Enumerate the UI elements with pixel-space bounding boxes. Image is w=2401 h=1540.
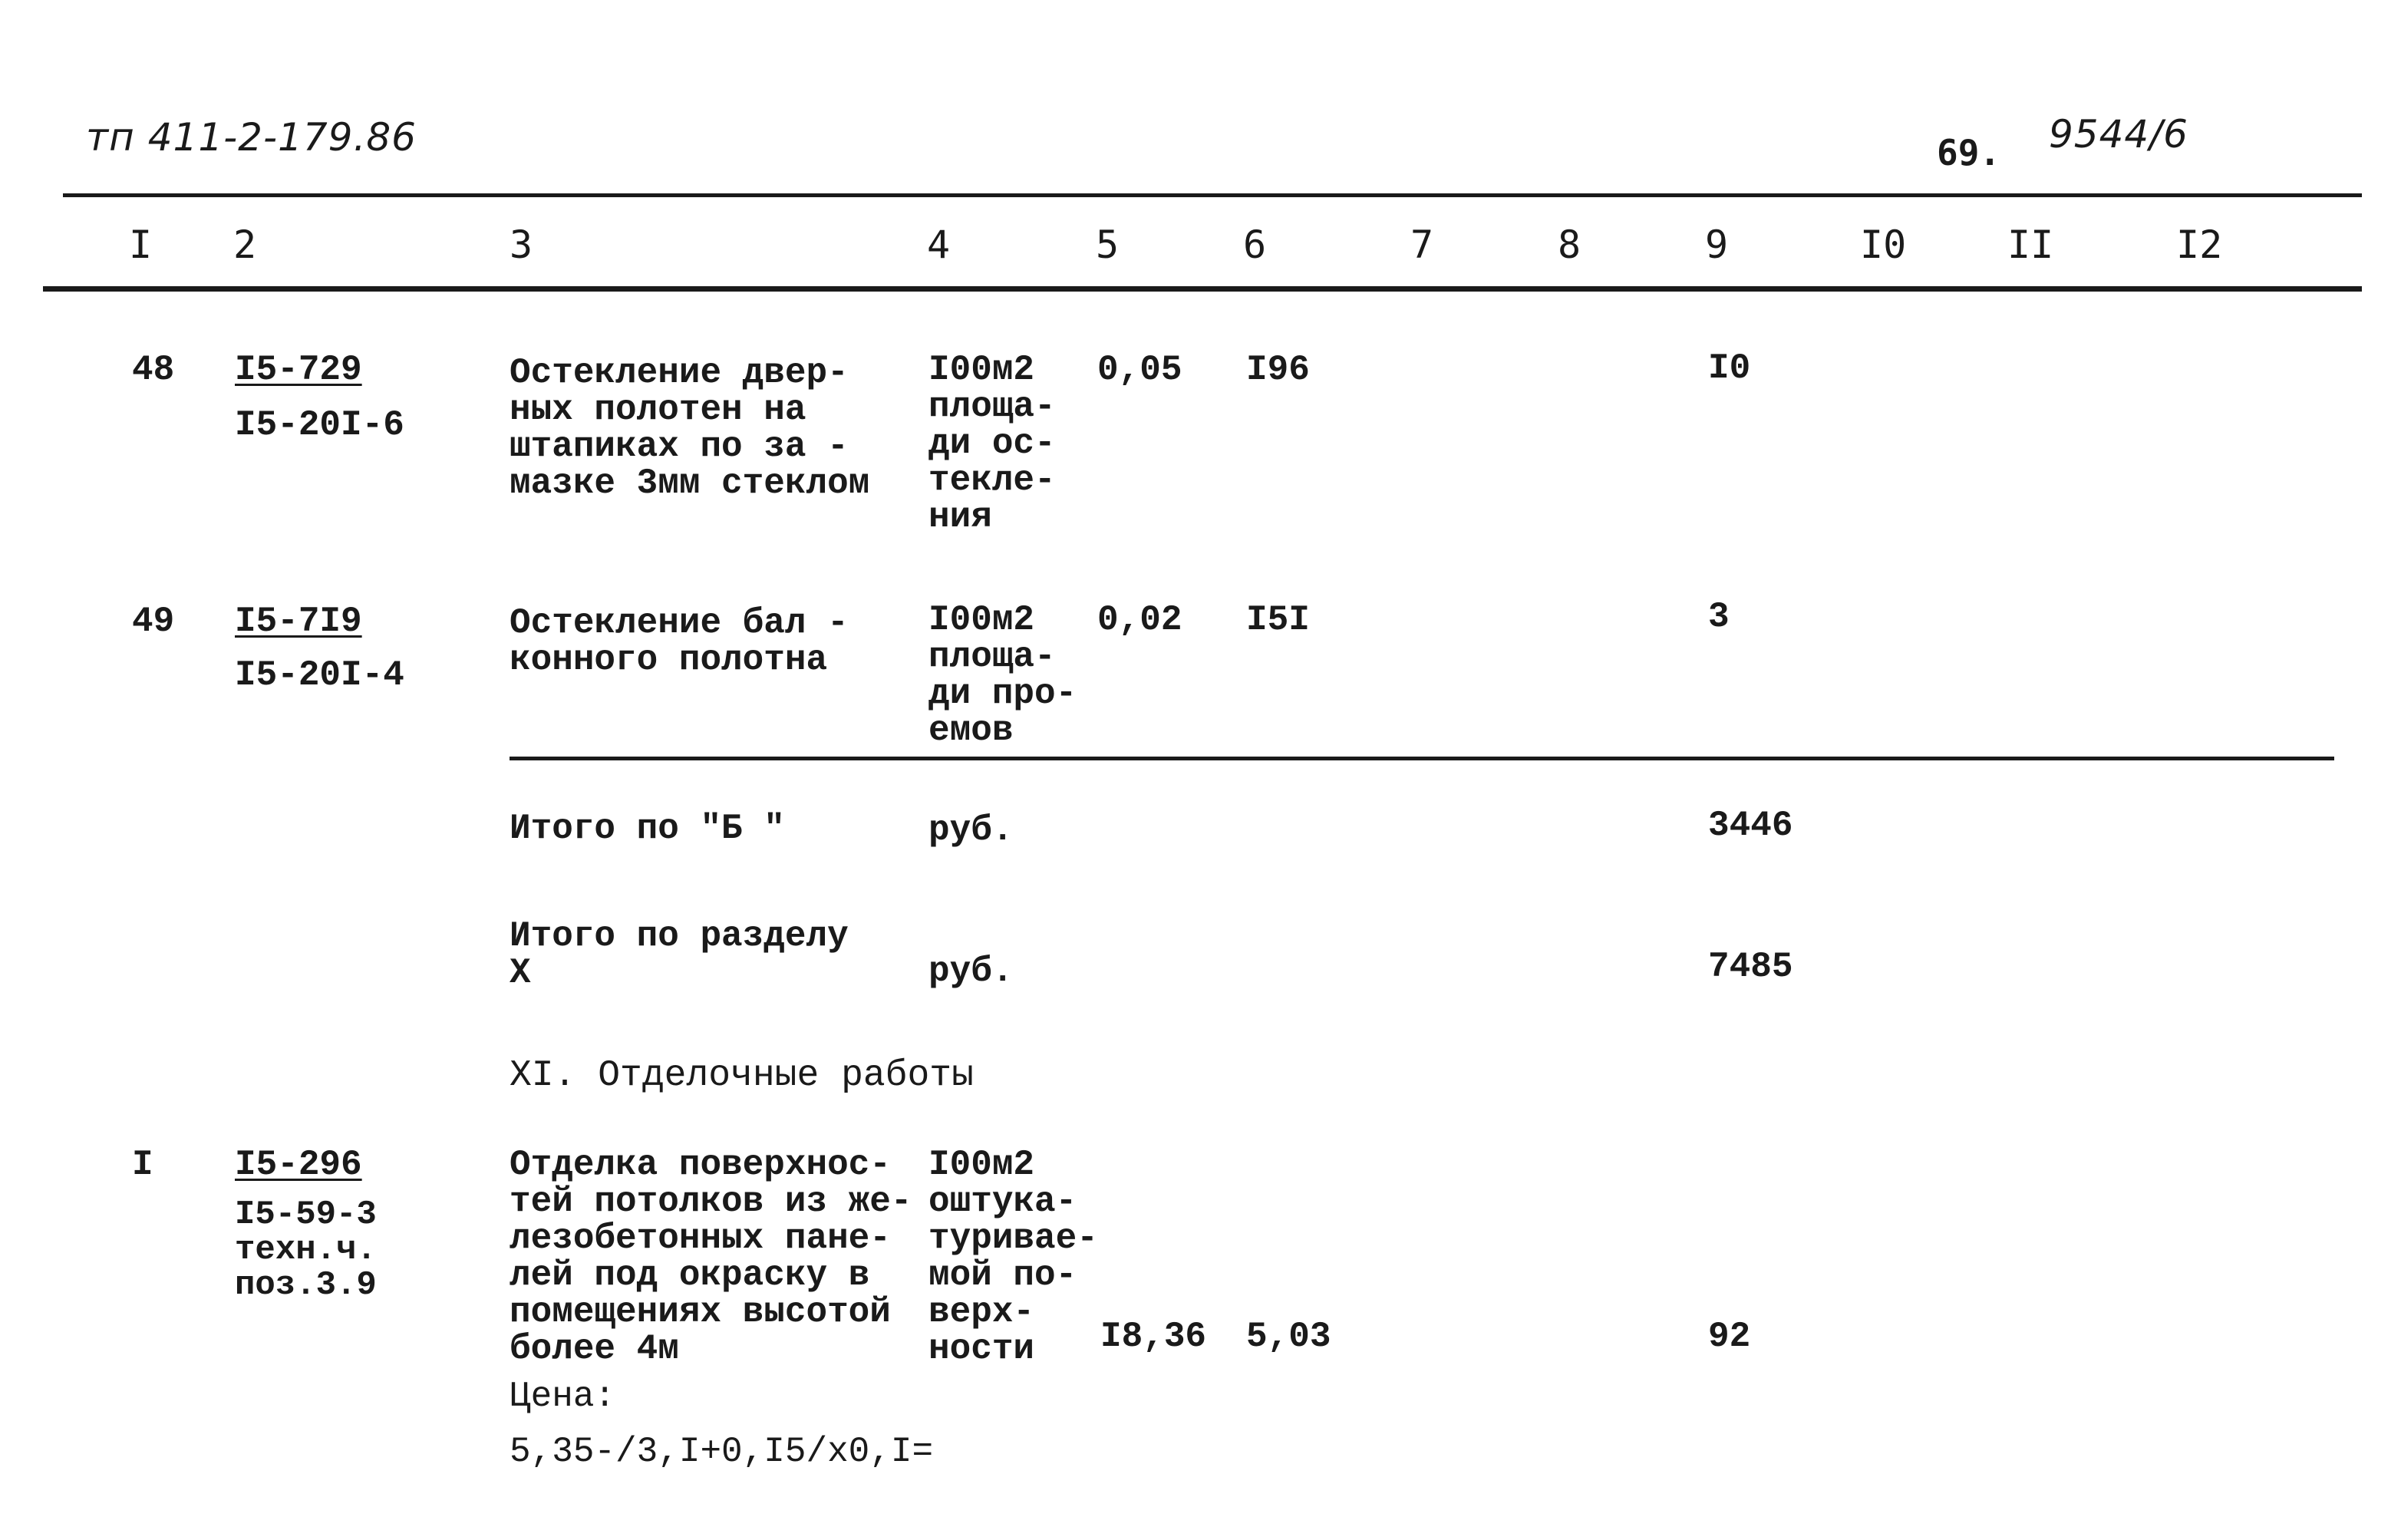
total-cost: 3 — [1708, 597, 1730, 637]
top-rule — [63, 193, 2362, 197]
section-title: XI. Отделочные работы — [510, 1055, 974, 1096]
col-header-9: 9 — [1705, 223, 1729, 267]
work-description: Остекление бал - конного полотна — [510, 603, 849, 680]
quantity: 0,02 — [1097, 600, 1182, 640]
total-value: 3446 — [1708, 806, 1793, 846]
col-header-10: I0 — [1860, 223, 1907, 267]
unit-of-measure: I00м2 оштука- туривае- мой по- верх- ности — [928, 1145, 1098, 1369]
unit-price: 5,03 — [1246, 1317, 1331, 1357]
rate-code: I5-729 — [235, 350, 362, 390]
price-label: Цена: — [510, 1377, 616, 1416]
rate-code-secondary: I5-20I-4 — [235, 655, 404, 695]
col-header-8: 8 — [1558, 223, 1581, 267]
rate-code: I5-7I9 — [235, 602, 362, 641]
total-cost: I0 — [1708, 348, 1751, 388]
total-value: 7485 — [1708, 947, 1793, 987]
unit-price: I5I — [1246, 600, 1310, 640]
col-header-11: II — [2007, 223, 2054, 267]
quantity: I8,36 — [1100, 1317, 1207, 1357]
page-number: 69. — [1937, 132, 2001, 173]
header-bottom-rule — [43, 286, 2362, 292]
subtotal-rule — [510, 757, 2334, 760]
row-number: I — [132, 1145, 153, 1185]
col-header-2: 2 — [233, 223, 257, 267]
col-header-5: 5 — [1096, 223, 1120, 267]
quantity: 0,05 — [1097, 350, 1182, 390]
col-header-12: I2 — [2176, 223, 2223, 267]
rate-code-secondary: I5-20I-6 — [235, 405, 404, 445]
col-header-1: I — [129, 223, 153, 267]
col-header-7: 7 — [1410, 223, 1434, 267]
document-number: тп 411-2-179.86 — [86, 115, 417, 160]
col-header-4: 4 — [927, 223, 951, 267]
rate-code-secondary: I5-59-3 техн.ч. поз.3.9 — [235, 1195, 377, 1304]
row-number: 49 — [132, 602, 175, 641]
total-unit: руб. — [928, 951, 1014, 991]
price-formula: 5,35-/3,I+0,I5/x0,I= — [510, 1432, 934, 1472]
sheet-reference: 9544/6 — [2049, 112, 2188, 157]
unit-of-measure: I00м2 площа- ди про- емов — [928, 600, 1077, 750]
total-cost: 92 — [1708, 1317, 1751, 1357]
unit-of-measure: I00м2 площа- ди ос- текле- ния — [928, 350, 1056, 537]
total-label: Итого по "Б " — [510, 809, 785, 849]
col-header-6: 6 — [1243, 223, 1267, 267]
col-header-3: 3 — [510, 223, 533, 267]
unit-price: I96 — [1246, 350, 1310, 390]
total-unit: руб. — [928, 810, 1014, 850]
work-description: Остекление двер- ных полотен на штапиках по за - мазке 3мм стеклом — [510, 353, 870, 503]
row-number: 48 — [132, 350, 175, 390]
work-description: Отделка поверхнос- тей потолков из же- лезобетонных пане- лей под окраску в помещениях высотой более 4м — [510, 1145, 912, 1369]
rate-code: I5-296 — [235, 1145, 362, 1185]
total-label: Итого по разделу X — [510, 916, 849, 993]
